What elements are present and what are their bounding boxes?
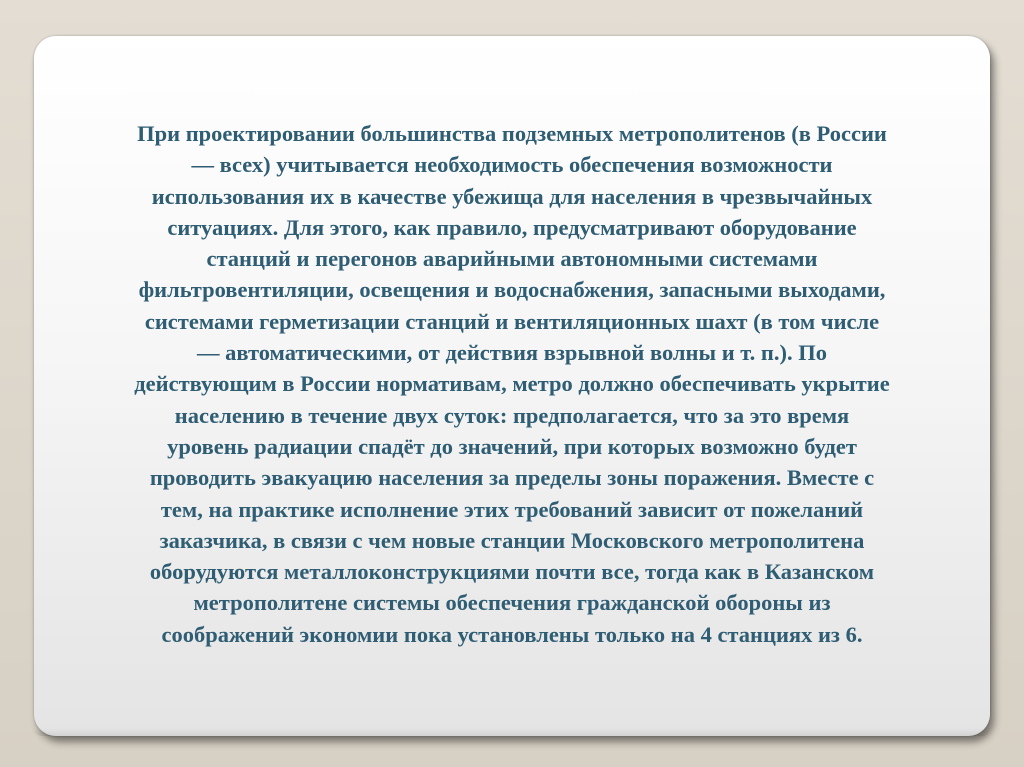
slide-card (34, 36, 990, 736)
slide-body-text: При проектировании большинства подземных метрополитенов (в России — всех) учитывается необходимость обеспечения возможности использования их в качестве убежища для населения в чрезвычайных ситуациях. Для этого, как правило, предусматривают оборудование станций и перегонов аварийными автономными системами фильтровентиляции, освещения и водоснабжения, запасными выходами, системами герметизации станций и вентиляционных шахт (в том числе — автоматическими, от действия взрывной волны и т. п.). По действующим в России нормативам, метро должно обеспечивать укрытие населению в течение двух суток: предполагается, что за это время уровень радиации спадёт до значений, при которых возможно будет проводить эвакуацию населения за пределы зоны поражения. Вместе с тем, на практике исполнение этих требований зависит от пожеланий заказчика, в связи с чем новые станции Московского метрополитена оборудуются металлоконструкциями почти все, тогда как в Казанском метрополитене системы обеспечения гражданской обороны из соображений экономии пока установлены только на 4 станциях из 6. (134, 121, 890, 647)
